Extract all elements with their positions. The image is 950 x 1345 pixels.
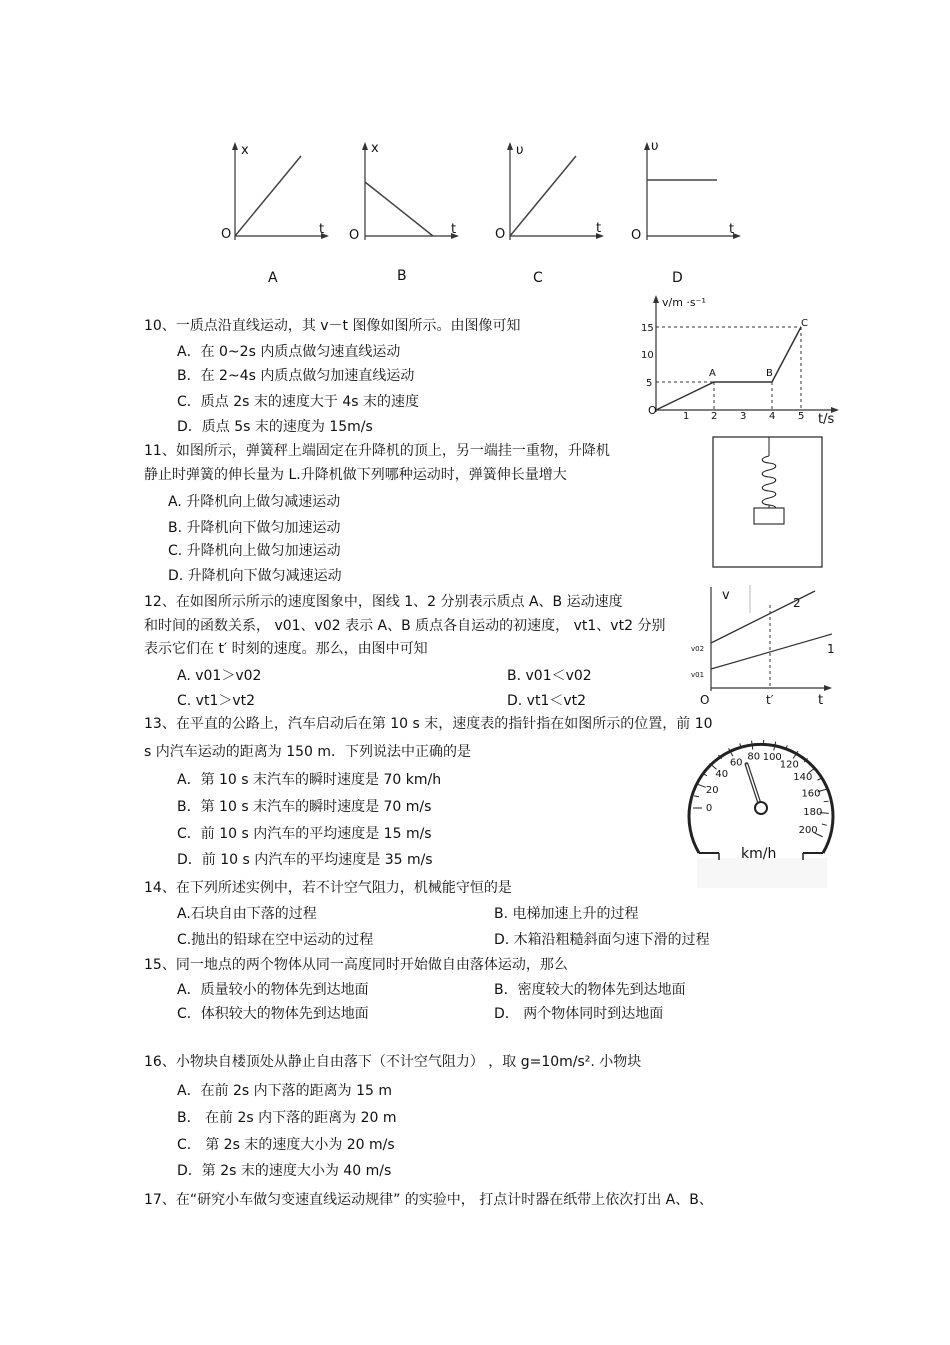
q16-option-a: A．在前 2s 内下落的距离为 15 m: [177, 1083, 393, 1099]
q11-line2: 静止时弹簧的伸长量为 L.升降机做下列哪种运动时，弹簧伸长量增大: [144, 467, 567, 483]
graph-c: [490, 140, 610, 250]
graph-c-ylabel: υ: [516, 143, 524, 158]
speedometer-label: 0: [705, 803, 713, 814]
q12-graph-label-1: 1: [827, 642, 835, 656]
q11-option-d: D. 升降机向下做匀减速运动: [168, 568, 342, 584]
weight-block: [754, 508, 784, 524]
q12-graph-v02: v02: [691, 645, 705, 653]
q10-point-b: B: [766, 368, 773, 379]
graph-b: [345, 140, 465, 250]
q16-option-d: D．第 2s 末的速度大小为 40 m/s: [177, 1163, 392, 1179]
speedometer-label: 180: [803, 807, 823, 819]
q17-stem: 17、在“研究小车做匀变速直线运动规律” 的实验中， 打点计时器在纸带上依次打出 A、B、: [144, 1192, 713, 1208]
speedometer-label: 140: [793, 772, 813, 784]
q12-graph-origin: O: [700, 693, 710, 707]
speedometer-label: 160: [801, 788, 821, 800]
speedometer-label: 80: [747, 751, 761, 763]
q15-option-b: B．密度较大的物体先到达地面: [494, 982, 686, 998]
q10-option-a: A．在 0~2s 内质点做匀速直线运动: [177, 344, 401, 360]
speedometer-label: 20: [705, 784, 719, 796]
graph-d-origin: O: [631, 228, 642, 243]
graph-d-xlabel: t: [729, 222, 735, 237]
speedometer-label: 40: [715, 768, 729, 780]
speedometer-label: 100: [762, 752, 782, 764]
graph-b-xlabel: t: [451, 222, 457, 237]
q12-option-d: D. vt1＜vt2: [507, 693, 587, 709]
q16-stem: 16、小物块自楼顶处从静止自由落下（不计空气阻力） ，取 g=10m/s². 小物块: [144, 1054, 642, 1070]
graph-letter-c: C: [533, 270, 543, 286]
q13-line2: s 内汽车运动的距离为 150 m．下列说法中正确的是: [144, 744, 472, 760]
q13-option-c: C．前 10 s 内汽车的平均速度是 15 m/s: [177, 826, 432, 842]
speedometer-hub: [755, 802, 767, 814]
speedometer-label: 120: [779, 759, 799, 771]
q12-graph-label-2: 2: [793, 596, 801, 610]
q10-ytick-5: 5: [646, 378, 653, 389]
q12-line2: 和时间的函数关系， v01、v02 表示 A、B 质点各自运动的初速度， vt1、vt2 分别: [144, 618, 666, 634]
q13-option-a: A．第 10 s 末汽车的瞬时速度是 70 km/h: [177, 772, 442, 788]
q10-option-d: D．质点 5s 末的速度为 15m/s: [177, 419, 373, 435]
graph-a-origin: O: [221, 227, 232, 242]
q12-line3: 表示它们在 t′ 时刻的速度。那么，由图中可知: [144, 641, 428, 657]
spring-coil: [762, 456, 776, 512]
graph-letter-b: B: [397, 268, 407, 284]
graph-letter-d: D: [672, 270, 683, 286]
q12-option-a: A. v01＞v02: [177, 668, 262, 684]
q10-point-c: C: [801, 318, 808, 329]
q12-graph-v01: v01: [691, 671, 705, 679]
q11-line1: 11、如图所示，弹簧秤上端固定在升降机的顶上，另一端挂一重物，升降机: [144, 443, 610, 459]
q10-option-c: C．质点 2s 末的速度大于 4s 末的速度: [177, 394, 419, 410]
speedometer-unit: km/h: [741, 846, 777, 862]
q11-option-c: C. 升降机向上做匀加速运动: [168, 543, 341, 559]
elevator-spring-diagram: [712, 436, 824, 568]
graph-a-line: [235, 156, 301, 236]
graph-letter-a: A: [268, 270, 278, 286]
q13-option-b: B．第 10 s 末汽车的瞬时速度是 70 m/s: [177, 799, 432, 815]
q16-option-b: B． 在前 2s 内下落的距离为 20 m: [177, 1110, 397, 1126]
q10-ytick-15: 15: [641, 323, 654, 334]
graph-b-ylabel: x: [371, 141, 379, 156]
speedometer-label: 200: [798, 824, 818, 836]
q12-option-b: B. v01＜v02: [507, 668, 592, 684]
q12-graph-tprime: t′: [766, 693, 774, 707]
q15-option-c: C．体积较大的物体先到达地面: [177, 1006, 369, 1022]
q12-graph-xlabel: t: [818, 693, 824, 708]
graph-c-xlabel: t: [596, 221, 602, 236]
speedometer-tick: [694, 796, 699, 797]
q10-graph-xlabel: t/s: [818, 412, 835, 427]
q10-graph-origin: O: [648, 404, 657, 417]
speedometer-tick: [752, 741, 753, 750]
speedometer-label: 60: [729, 757, 743, 769]
q12-velocity-graph: [690, 583, 838, 708]
q10-xtick-1: 1: [683, 411, 690, 422]
q14-option-a: A.石块自由下落的过程: [177, 906, 317, 922]
graph-c-origin: O: [495, 227, 506, 242]
q12-line-1: [711, 634, 832, 669]
q10-option-b: B．在 2~4s 内质点做匀加速直线运动: [177, 368, 415, 384]
q15-option-d: D． 两个物体同时到达地面: [494, 1006, 664, 1022]
q10-xtick-4: 4: [769, 411, 776, 422]
q10-vt-graph: [640, 292, 845, 432]
graph-d-ylabel: υ: [651, 139, 659, 154]
q15-stem: 15、同一地点的两个物体从同一高度同时开始做自由落体运动，那么: [144, 957, 568, 973]
graph-a: [215, 140, 335, 250]
q10-stem: 10、一质点沿直线运动，其 v－t 图像如图所示。由图像可知: [144, 318, 521, 334]
q10-point-a: A: [709, 368, 716, 379]
q11-option-a: A. 升降机向上做匀减速运动: [168, 494, 341, 510]
q10-vt-line: [656, 327, 801, 410]
q14-option-d: D. 木箱沿粗糙斜面匀速下滑的过程: [494, 932, 710, 948]
q13-option-d: D．前 10 s 内汽车的平均速度是 35 m/s: [177, 852, 433, 868]
graph-b-line: [365, 182, 433, 236]
q12-graph-ylabel: v: [722, 588, 730, 603]
q11-option-b: B. 升降机向下做匀加速运动: [168, 520, 341, 536]
speedometer: [685, 736, 835, 888]
speedometer-tick: [824, 801, 829, 802]
q13-line1: 13、在平直的公路上，汽车启动后在第 10 s 末，速度表的指针指在如图所示的位置，前 10: [144, 716, 713, 732]
q10-xtick-5: 5: [798, 411, 805, 422]
q10-ytick-10: 10: [641, 350, 654, 361]
graph-b-origin: O: [349, 228, 360, 243]
graph-c-line: [510, 156, 576, 236]
speedometer-tick: [822, 824, 827, 825]
q16-option-c: C． 第 2s 末的速度大小为 20 m/s: [177, 1137, 395, 1153]
q15-option-a: A．质量较小的物体先到达地面: [177, 982, 369, 998]
graph-a-xlabel: t: [319, 222, 325, 237]
graph-a-ylabel: x: [241, 143, 249, 158]
q10-graph-ylabel: v/m ·s⁻¹: [662, 296, 706, 309]
q14-option-c: C.抛出的铅球在空中运动的过程: [177, 932, 374, 948]
graph-d: [627, 140, 747, 250]
q14-stem: 14、在下列所述实例中，若不计空气阻力，机械能守恒的是: [144, 880, 512, 896]
q12-option-c: C. vt1＞vt2: [177, 693, 256, 709]
q12-line1: 12、在如图所示所示的速度图象中，图线 1、2 分别表示质点 A、B 运动速度: [144, 594, 623, 610]
q10-xtick-3: 3: [740, 411, 747, 422]
q10-xtick-2: 2: [711, 411, 718, 422]
speedometer-tick: [697, 784, 705, 787]
q14-option-b: B. 电梯加速上升的过程: [494, 906, 639, 922]
